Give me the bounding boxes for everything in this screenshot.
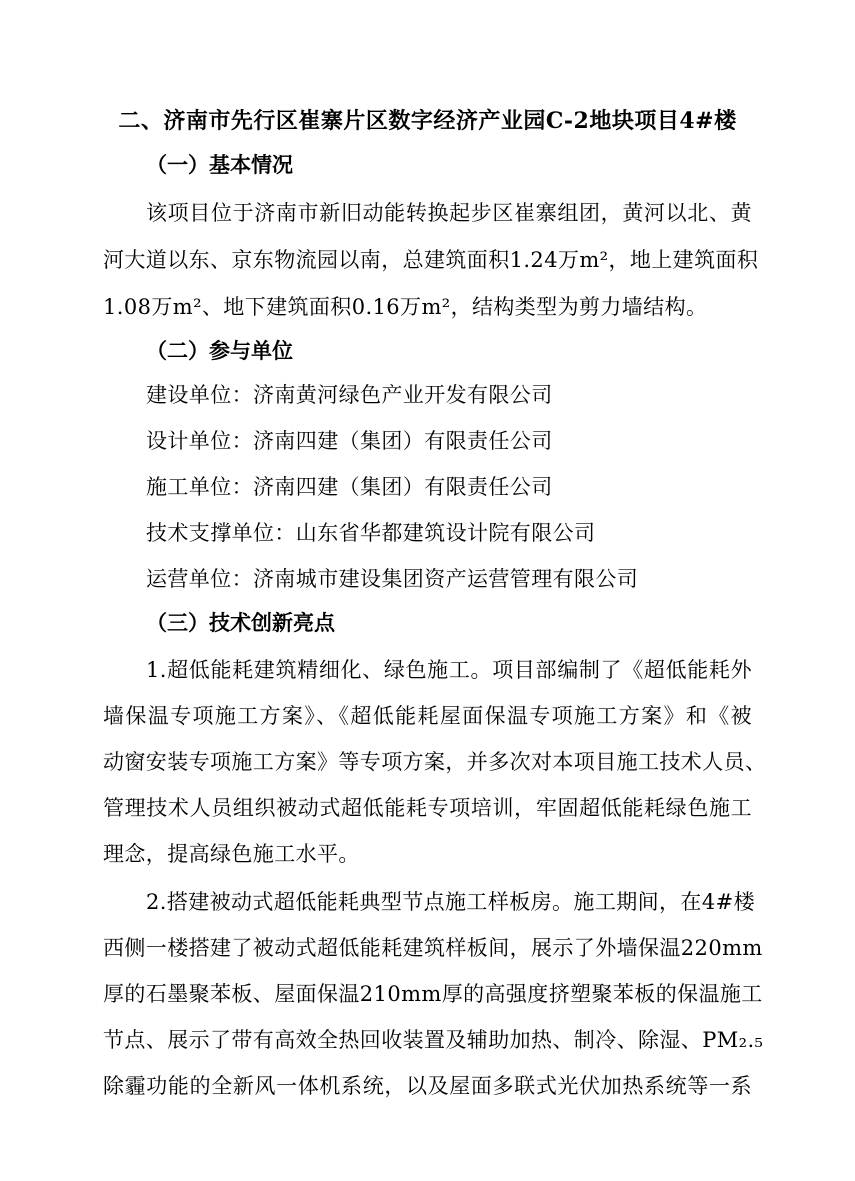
participant-tech-support-unit: 技术支撑单位：山东省华都建筑设计院有限公司 xyxy=(146,521,596,545)
participant-construction-unit: 建设单位：济南黄河绿色产业开发有限公司 xyxy=(146,383,553,407)
paragraph-line: 2.搭建被动式超低能耗典型节点施工样板房。施工期间，在4#楼 xyxy=(146,890,755,914)
section-heading-participants: （二）参与单位 xyxy=(146,338,293,363)
paragraph-line: 动窗安装专项施工方案》等专项方案，并多次对本项目施工技术人员、 xyxy=(103,750,767,774)
paragraph-line: 管理技术人员组织被动式超低能耗专项培训，牢固超低能耗绿色施工 xyxy=(103,796,752,820)
paragraph-line: 1.08万m²、地下建筑面积0.16万m²，结构类型为剪力墙结构。 xyxy=(103,295,708,319)
section-heading-basic-info: （一）基本情况 xyxy=(146,152,293,177)
paragraph-line: 墙保温专项施工方案》、《超低能耗屋面保温专项施工方案》和《被 xyxy=(103,704,752,728)
section-heading-innovation: （三）技术创新亮点 xyxy=(146,610,335,635)
document-title: 二、济南市先行区崔寨片区数字经济产业园C-2地块项目4#楼 xyxy=(118,108,737,134)
paragraph-line: 理念，提高绿色施工水平。 xyxy=(103,842,360,866)
paragraph-line: 除霾功能的全新风一体机系统，以及屋面多联式光伏加热系统等一系 xyxy=(103,1074,752,1098)
participant-builder-unit: 施工单位：济南四建（集团）有限责任公司 xyxy=(146,475,553,499)
paragraph-line: 厚的石墨聚苯板、屋面保温210mm厚的高强度挤塑聚苯板的保温施工 xyxy=(103,982,763,1006)
paragraph-line: 节点、展示了带有高效全热回收装置及辅助加热、制冷、除湿、PM₂.₅ xyxy=(103,1028,764,1052)
paragraph-line: 1.超低能耗建筑精细化、绿色施工。项目部编制了《超低能耗外 xyxy=(146,658,752,682)
paragraph-line: 该项目位于济南市新旧动能转换起步区崔寨组团，黄河以北、黄 xyxy=(146,201,752,225)
paragraph-line: 西侧一楼搭建了被动式超低能耗建筑样板间，展示了外墙保温220mm xyxy=(103,936,763,960)
participant-design-unit: 设计单位：济南四建（集团）有限责任公司 xyxy=(146,429,553,453)
participant-operation-unit: 运营单位：济南城市建设集团资产运营管理有限公司 xyxy=(146,567,639,591)
paragraph-line: 河大道以东、京东物流园以南，总建筑面积1.24万m²，地上建筑面积 xyxy=(103,248,759,272)
